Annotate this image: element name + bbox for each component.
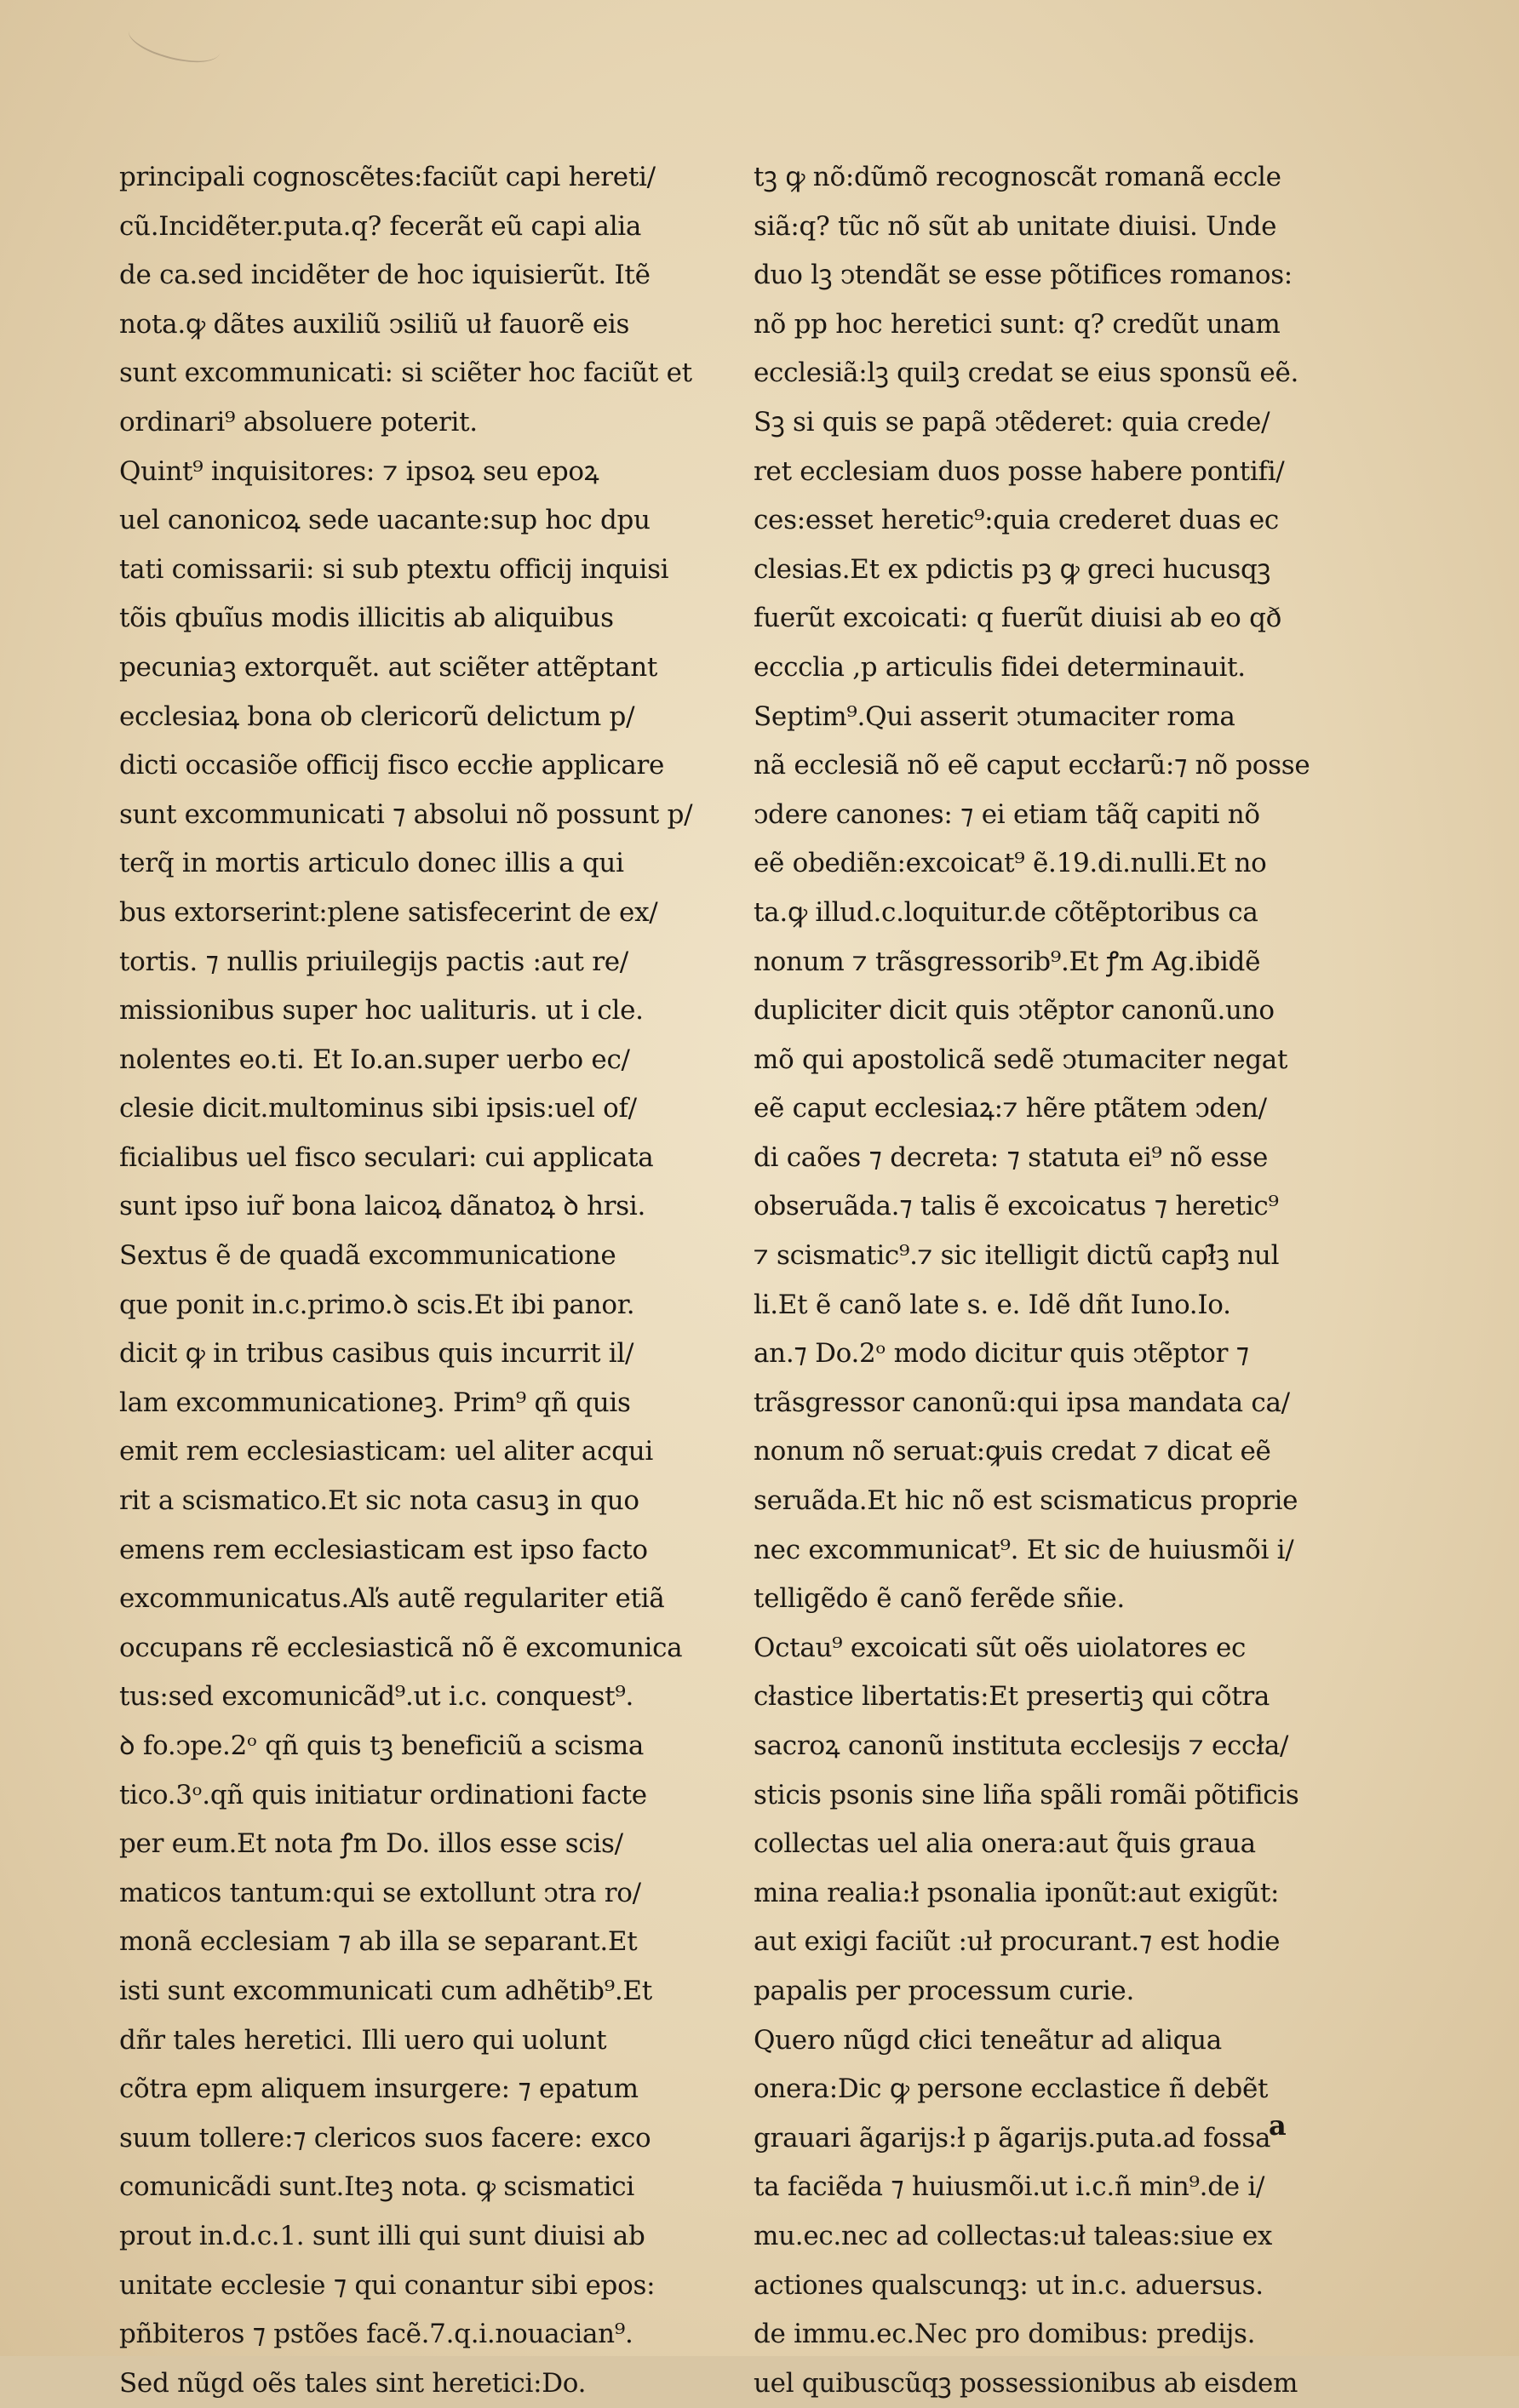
text-line: sunt excommunicati: si sciẽter hoc faciũt et — [119, 357, 692, 389]
text-line: Sed nũgd oẽs tales sint heretici:Do. — [119, 2367, 587, 2399]
text-line: clesias.Et ex pdictis pꝫ ꝙ greci hucusqꝫ — [754, 553, 1271, 585]
text-line: prout in.d.c.1. sunt illi qui sunt diuisi ab — [119, 2220, 645, 2251]
text-line: isti sunt excommunicati cum adhẽtib⁹.Et — [119, 1975, 652, 2006]
text-line: Sextus ẽ de quadã excommunicatione — [119, 1240, 616, 1272]
text-line: seruãda.Et hic nõ est scismaticus proprie — [754, 1485, 1298, 1517]
text-line: ta.ꝙ illud.c.loquitur.de cõtẽptoribus ca — [754, 896, 1258, 928]
right-text-column — [754, 153, 1350, 2408]
text-line: di caões ⁊ decreta: ⁊ statuta ei⁹ nõ esse — [754, 1141, 1269, 1173]
text-line: de immu.ec.Nec pro domibus: predijs. — [754, 2319, 1256, 2350]
text-line: sunt excommunicati ⁊ absolui nõ possunt p/ — [119, 798, 693, 830]
text-line: Quero nũgd cłici teneãtur ad aliqua — [754, 2024, 1222, 2056]
text-line: maticos tantum:qui se extollunt ↄtra ro/ — [119, 1877, 641, 1908]
text-line: ret ecclesiam duos posse habere pontifi/ — [754, 455, 1285, 487]
text-line: ⁊ scismatic⁹.⁊ sic itelligit dictũ capł̃ꝫ nul — [754, 1240, 1280, 1272]
text-line: ↄdere canones: ⁊ ei etiam tãq̃ capiti nõ — [754, 798, 1260, 830]
text-line: tortis. ⁊ nullis priuilegijs pactis :aut re/ — [119, 946, 628, 977]
text-line: grauari ãgarijs:ł p ãgarijs.puta.ad fossa — [754, 2122, 1271, 2153]
text-line: bus extorserint:plene satisfecerint de ex/ — [119, 896, 658, 928]
text-line: Sꝫ si quis se papã ↄtẽderet: quia crede/ — [754, 406, 1270, 438]
text-line: li.Et ẽ canõ late s. e. Idẽ dñt Iuno.Io. — [754, 1289, 1231, 1320]
text-line: ficialibus uel fisco seculari: cui applicata — [119, 1141, 654, 1173]
text-line: aut exigi faciũt :uł procurant.⁊ est hodie — [754, 1926, 1281, 1958]
text-line: lam excommunicationeꝫ. Prim⁹ qñ quis — [119, 1387, 631, 1418]
text-line: uel quibuscũqꝫ possessionibus ab eisdem — [754, 2367, 1298, 2399]
text-line: occupans rẽ ecclesiasticã nõ ẽ excomunica — [119, 1632, 683, 1663]
text-line: siã:q? tũc nõ sũt ab unitate diuisi. Unde — [754, 210, 1277, 242]
text-line: Quint⁹ inquisitores: ⁊ ipsoꝝ seu epoꝝ — [119, 455, 599, 487]
text-line: ces:esset heretic⁹:quia crederet duas ec — [754, 505, 1279, 536]
text-line: dicit ꝙ in tribus casibus quis incurrit il/ — [119, 1338, 634, 1370]
text-line: nõ pp hoc heretici sunt: q? credũt unam — [754, 308, 1281, 340]
text-line: ordinari⁹ absoluere poterit. — [119, 406, 478, 438]
text-line: comunicãdi sunt.Iteꝫ nota. ꝙ scismatici — [119, 2171, 634, 2203]
text-line: eẽ caput ecclesiaꝝ:⁊ hẽre ptãtem ↄden/ — [754, 1093, 1267, 1124]
text-line: telligẽdo ẽ canõ ferẽde sñie. — [754, 1583, 1125, 1615]
text-line: sticis psonis sine liña spãli romãi põtificis — [754, 1779, 1299, 1810]
text-line: duo lꝫ ↄtendãt se esse põtifices romanos: — [754, 260, 1293, 291]
text-line: que ponit in.c.primo.ꝺ scis.Et ibi panor. — [119, 1289, 635, 1320]
text-line: cũ.Incidẽter.puta.q? fecerãt eũ capi alia — [119, 210, 642, 242]
text-line: eccclia ,p articulis fidei determinauit. — [754, 651, 1246, 683]
text-line: terq̃ in mortis articulo donec illis a qui — [119, 848, 624, 879]
text-line: obseruãda.⁊ talis ẽ excoicatus ⁊ heretic⁹ — [754, 1191, 1279, 1222]
text-line: emit rem ecclesiasticam: uel aliter acqui — [119, 1436, 653, 1467]
text-line: tꝫ ꝙ nõ:dũmõ recognoscãt romanã eccle — [754, 162, 1281, 192]
text-line: unitate ecclesie ⁊ qui conantur sibi epos: — [119, 2269, 656, 2301]
text-line: ecclesiã:lꝫ quilꝫ credat se eius sponsũ eẽ. — [754, 357, 1299, 389]
text-line: nota.ꝙ dãtes auxiliũ ↄsiliũ uł fauorẽ eis — [119, 308, 630, 340]
text-line: trãsgressor canonũ:qui ipsa mandata ca/ — [754, 1387, 1290, 1418]
text-line: sunt ipso iur̃ bona laicoꝝ dãnatoꝝ ꝺ hrsi. — [119, 1191, 646, 1222]
text-line: Octau⁹ excoicati sũt oẽs uiolatores ec — [754, 1632, 1247, 1663]
text-line: pecuniaꝫ extorquẽt. aut sciẽter attẽptant — [119, 651, 658, 683]
text-line: missionibus super hoc ualituris. ut i cle. — [119, 995, 644, 1027]
text-line: monã ecclesiam ⁊ ab illa se separant.Et — [119, 1926, 638, 1958]
text-line: pñbiteros ⁊ pstões facẽ.7.q.i.nouacian⁹. — [119, 2319, 633, 2350]
text-line: ecclesiaꝝ bona ob clericorũ delictum p/ — [119, 701, 635, 732]
ink-stroke-mark — [124, 10, 225, 73]
text-line: ꝺ fo.ↄpe.2ᵒ qñ quis tꝫ beneficiũ a scisma — [119, 1730, 645, 1761]
text-line: emens rem ecclesiasticam est ipso facto — [119, 1534, 648, 1565]
text-line: principali cognoscẽtes:faciũt capi hereti/ — [119, 162, 656, 192]
text-line: mu.ec.nec ad collectas:uł taleas:siue ex — [754, 2220, 1273, 2251]
text-line: nonum ⁊ trãsgressorib⁹.Et ꝭm Ag.ibidẽ — [754, 946, 1261, 977]
text-line: nec excommunicat⁹. Et sic de huiusmõi i/ — [754, 1534, 1294, 1565]
text-line: cłastice libertatis:Et presertiꝫ qui cõtra — [754, 1681, 1270, 1713]
folio-signature: a — [1269, 2109, 1287, 2142]
text-line: de ca.sed incidẽter de hoc iquisierũt. Itẽ — [119, 260, 651, 291]
text-line: cõtra epm aliquem insurgere: ⁊ epatum — [119, 2073, 639, 2105]
text-line: per eum.Et nota ꝭm Do. illos esse scis/ — [119, 1828, 623, 1860]
left-text-column — [119, 153, 715, 2408]
text-line: nonum nõ seruat:ꝙuis credat ⁊ dicat eẽ — [754, 1436, 1271, 1467]
text-line: nã ecclesiã nõ eẽ caput eccłarũ:⁊ nõ posse — [754, 750, 1310, 781]
text-line: tõis qbuĩus modis illicitis ab aliquibus — [119, 603, 614, 634]
text-line: fuerũt excoicati: q fuerũt diuisi ab eo qð — [754, 603, 1282, 634]
text-line: suum tollere:⁊ clericos suos facere: exco — [119, 2122, 651, 2153]
text-line: papalis per processum curie. — [754, 1975, 1135, 2006]
text-line: sacroꝝ canonũ instituta ecclesijs ⁊ eccła/ — [754, 1730, 1289, 1761]
text-line: actiones qualscunqꝫ: ut in.c. aduersus. — [754, 2269, 1264, 2301]
text-line: mina realia:ł psonalia iponũt:aut exigũt: — [754, 1877, 1280, 1908]
text-line: eẽ obediẽn:excoicat⁹ ẽ.19.di.nulli.Et no — [754, 848, 1267, 879]
text-line: an.⁊ Do.2ᵒ modo dicitur quis ↄtẽptor ⁊ — [754, 1338, 1249, 1370]
text-line: dñr tales heretici. Illi uero qui uolunt — [119, 2024, 607, 2056]
text-line: tus:sed excomunicãd⁹.ut i.c. conquest⁹. — [119, 1681, 634, 1713]
text-line: collectas uel alia onera:aut q̃uis graua — [754, 1828, 1256, 1860]
text-line: clesie dicit.multominus sibi ipsis:uel of/ — [119, 1093, 637, 1124]
text-line: dupliciter dicit quis ↄtẽptor canonũ.uno — [754, 995, 1275, 1027]
text-line: excommunicatus.Aľs autẽ regulariter etiã — [119, 1583, 665, 1615]
text-line: tico.3ᵒ.qñ quis initiatur ordinationi facte — [119, 1779, 647, 1810]
text-line: nolentes eo.ti. Et Io.an.super uerbo ec/ — [119, 1044, 630, 1075]
text-line: ta faciẽda ⁊ huiusmõi.ut i.c.ñ min⁹.de i/ — [754, 2171, 1265, 2203]
text-line: dicti occasiõe officij fisco eccłie applicare — [119, 750, 665, 781]
text-line: tati comissarii: si sub ptextu officij inquisi — [119, 553, 669, 585]
text-line: Septim⁹.Qui asserit ↄtumaciter roma — [754, 701, 1235, 732]
text-line: rit a scismatico.Et sic nota casuꝫ in quo — [119, 1485, 639, 1517]
text-line: uel canonicoꝝ sede uacante:sup hoc dpu — [119, 505, 651, 536]
text-line: mõ qui apostolicã sedẽ ↄtumaciter negat — [754, 1044, 1288, 1075]
text-line: onera:Dic ꝙ persone ecclastice ñ debẽt — [754, 2073, 1269, 2105]
